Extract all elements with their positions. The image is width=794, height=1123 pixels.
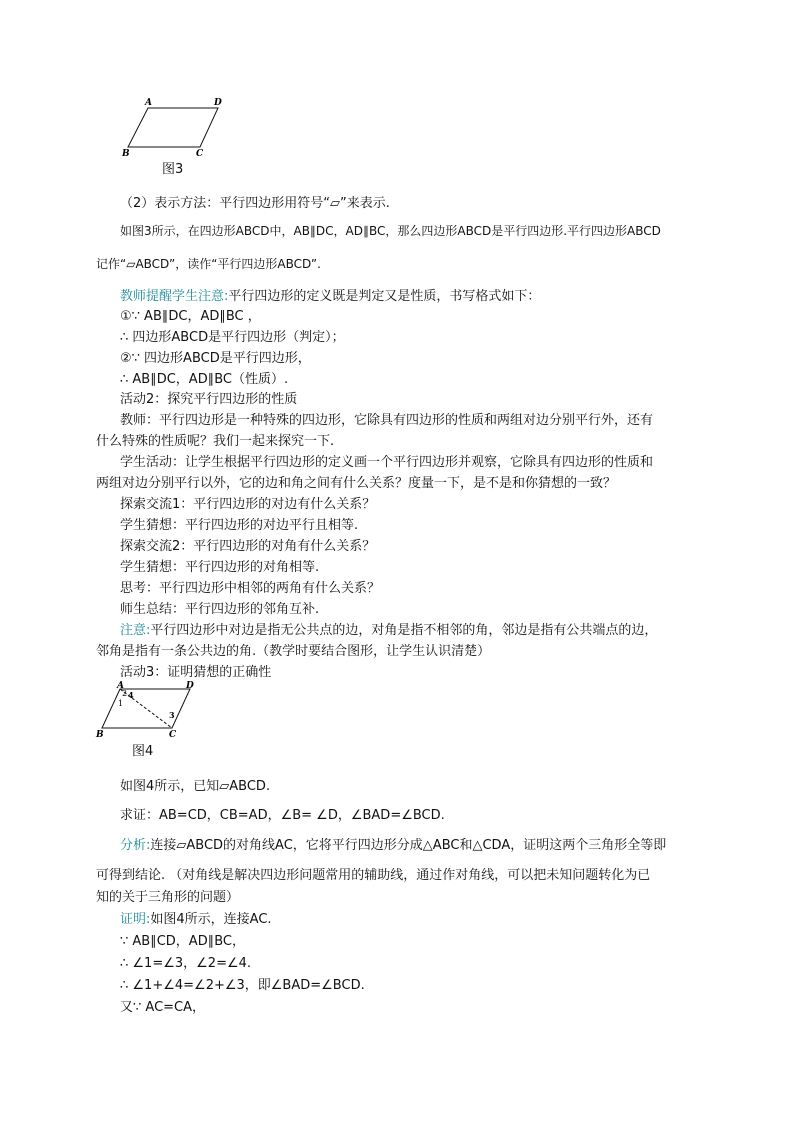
analysis-line-1 [120, 834, 666, 853]
student-line-1: 学生活动：让学生根据平行四边形的定义画一个平行四边形并观察，它除具有四边形的性质和 [120, 455, 654, 470]
given-line: 如图4所示，已知▱ABCD. [120, 779, 271, 794]
proof-step-3: ∴ ∠1+∠4=∠2+∠3，即∠BAD=∠BCD. [120, 978, 365, 993]
vertex-label-b: B [96, 730, 104, 740]
parallelogram-abcd [128, 108, 218, 147]
angle-label-1: 1 [118, 699, 124, 708]
guess-2: 学生猜想：平行四边形的对角相等. [120, 560, 320, 575]
format-line-3: ②∵ 四边形ABCD是平行四边形， [120, 351, 311, 366]
explore-2: 探索交流2：平行四边形的对角有什么关系？ [120, 539, 376, 554]
attention-line-1 [120, 619, 657, 638]
vertex-label-d: D [186, 681, 194, 691]
attention-line-2: 邻角是指有一条公共边的角.（教学时要结合图形，让学生认识清楚） [96, 644, 491, 659]
analysis-text-1: 连接▱ABCD的对角线AC，它将平行四边形分成△ABC和△CDA，证明这两个三角形全等即 [150, 838, 667, 853]
vertex-label-d: D [214, 98, 222, 108]
analysis-line-2: 可得到结论. （对角线是解决四边形问题常用的辅助线，通过作对角线，可以把未知问题转化为已 [96, 868, 651, 883]
proof-heading [120, 908, 272, 927]
format-line-2: ∴ 四边形ABCD是平行四边形（判定）； [120, 330, 345, 345]
explore-1: 探索交流1：平行四边形的对边有什么关系？ [120, 497, 376, 512]
guess-1: 学生猜想：平行四边形的对边平行且相等. [120, 518, 359, 533]
attention-text-1: 平行四边形中对边是指无公共点的边，对角是指不相邻的角，邻边是指有公共端点的边， [150, 623, 658, 638]
vertex-label-c: C [169, 730, 177, 740]
teacher-line-2: 什么特殊的性质呢？我们一起来探究一下. [96, 434, 335, 449]
angle-label-3: 3 [169, 710, 175, 720]
attention-label: 注意: [120, 623, 151, 638]
angle-label-4: 4 [128, 690, 134, 700]
vertex-label-a: A [117, 681, 124, 691]
proof-text: 如图4所示，连接AC. [150, 912, 272, 927]
figure-4-parallelogram [92, 680, 212, 742]
activity-2-heading: 活动2：探究平行四边形的性质 [120, 392, 298, 407]
proof-step-2: ∴ ∠1=∠3，∠2=∠4. [120, 956, 252, 971]
student-line-2: 两组对边分别平行以外，它的边和角之间有什么关系？度量一下，是不是和你猜想的一致？ [96, 476, 617, 491]
vertex-label-a: A [145, 98, 152, 108]
teacher-note [120, 285, 540, 304]
proof-step-1: ∵ AB∥CD，AD∥BC， [120, 934, 245, 949]
definition-line: 如图3所示，在四边形ABCD中，AB∥DC，AD∥BC，那么四边形ABCD是平行四边形.平行四边形ABCD [120, 224, 661, 238]
angle-label-2: 2 [122, 689, 128, 698]
prove-line: 求证：AB=CD，CB=AD，∠B= ∠D，∠BAD=∠BCD. [120, 808, 445, 823]
figure-4-caption: 图4 [132, 744, 154, 759]
analysis-label: 分析: [120, 838, 151, 853]
teacher-note-label: 教师提醒学生注意: [120, 289, 229, 304]
analysis-line-3: 知的关于三角形的问题） [96, 890, 240, 905]
teacher-note-text: 平行四边形的定义既是判定又是性质，书写格式如下： [228, 289, 541, 304]
notation-line: （2）表示方法：平行四边形用符号“▱”来表示. [120, 196, 390, 211]
figure-3-caption: 图3 [162, 162, 184, 177]
vertex-label-b: B [122, 149, 130, 159]
format-line-1: ①∵ AB∥DC，AD∥BC ， [120, 309, 261, 324]
vertex-label-c: C [196, 149, 204, 159]
proof-step-4: 又∵ AC=CA， [120, 1000, 206, 1015]
think-question: 思考：平行四边形中相邻的两角有什么关系？ [120, 581, 381, 596]
teacher-line-1: 教师：平行四边形是一种特殊的四边形，它除具有四边形的性质和两组对边分别平行外，还有 [120, 413, 654, 428]
format-line-4: ∴ AB∥DC，AD∥BC（性质）. [120, 372, 289, 387]
summary-line: 师生总结：平行四边形的邻角互补. [120, 602, 320, 617]
notation-example-line: 记作“▱ABCD”，读作“平行四边形ABCD”. [96, 257, 321, 271]
activity-3-heading: 活动3：证明猜想的正确性 [120, 665, 272, 680]
proof-label: 证明: [120, 912, 151, 927]
